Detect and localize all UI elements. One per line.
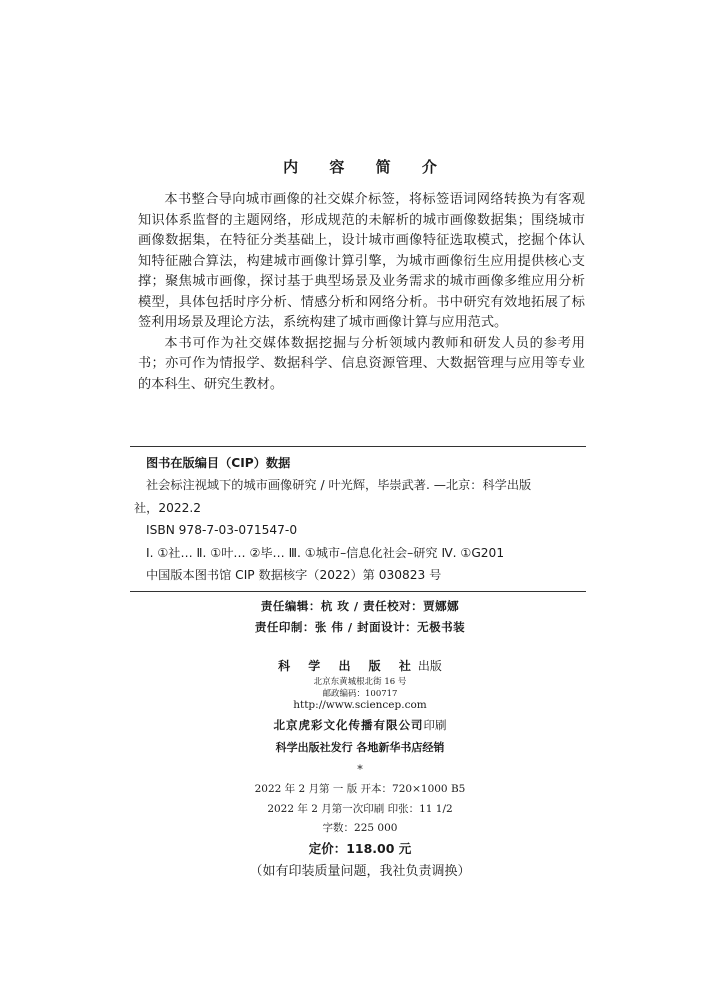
intro-paragraph-2: 本书可作为社交媒体数据挖掘与分析领域内教师和研发人员的参考用书；亦可作为情报学、数据科学、信息资源管理、大数据管理与应用等专业的本科生、研究生教材。 (138, 335, 585, 392)
publisher-url: http://www.sciencep.com (293, 699, 427, 711)
cip-classification: Ⅰ. ①社… Ⅱ. ①叶… ②毕… Ⅲ. ①城市–信息化社会–研究 Ⅳ. ①G201 (146, 545, 505, 560)
cip-bibliographic-line-continued: 社，2022.2 (134, 500, 202, 515)
print-design-credits: 责任印制：张 伟 / 封面设计：无极书装 (254, 620, 466, 634)
intro-paragraph-1: 本书整合导向城市画像的社交媒介标签，将标签语词网络转换为有客观知识体系监督的主题网络，形成规范的未解析的城市画像数据集；围绕城市画像数据集，在特征分类基础上，设计城市画像特征选取模式，挖掘个体认知特征融合算法，构建城市画像计算引擎，为城市画像衍生应用提供核心支撑；聚焦城市画像，探讨基于典型场景及业务需求的城市画像多维应用分析模型，具体包括时序分析、情感分析和网络分析。书中研究有效地拓展了标签利用场景及理论方法，系统构建了城市画像计算与应用范式。 (138, 192, 585, 330)
separator-asterisk: * (357, 763, 363, 776)
publisher-address: 北京东黄城根北街 16 号 (313, 677, 407, 687)
word-count: 字数：225 000 (322, 822, 398, 834)
printer-line (0, 717, 720, 733)
cip-bibliographic-line: 社会标注视域下的城市画像研究 / 叶光辉，毕崇武著. —北京：科学出版 (146, 478, 532, 492)
cip-isbn: ISBN 978-7-03-071547-0 (146, 523, 298, 537)
book-introduction (138, 190, 585, 395)
distribution-line: 科学出版社发行 各地新华书店经销 (275, 741, 445, 754)
cip-number: 中国版本图书馆 CIP 数据核字（2022）第 030823 号 (146, 568, 442, 582)
publisher-suffix: 出版 (417, 659, 442, 673)
printer-suffix: 印刷 (423, 718, 447, 732)
price: 定价：118.00 元 (308, 841, 412, 856)
printer-name: 北京虎彩文化传播有限公司 (273, 718, 424, 732)
publisher-line (0, 657, 720, 674)
edition-line-2: 2022 年 2 月第一次印刷 印张：11 1/2 (267, 803, 453, 815)
publisher-name: 科 学 出 版 社 (278, 659, 418, 673)
page-title: 内 容 简 介 (283, 158, 450, 176)
edition-line-1: 2022 年 2 月第 一 版 开本：720×1000 B5 (254, 783, 466, 795)
quality-note: （如有印装质量问题，我社负责调换） (249, 864, 471, 879)
cip-title: 图书在版编目（CIP）数据 (146, 456, 291, 470)
editor-credits: 责任编辑：杭 玫 / 责任校对：贾娜娜 (260, 599, 460, 613)
cip-data-block (130, 446, 586, 592)
publisher-postcode: 邮政编码：100717 (322, 689, 398, 699)
